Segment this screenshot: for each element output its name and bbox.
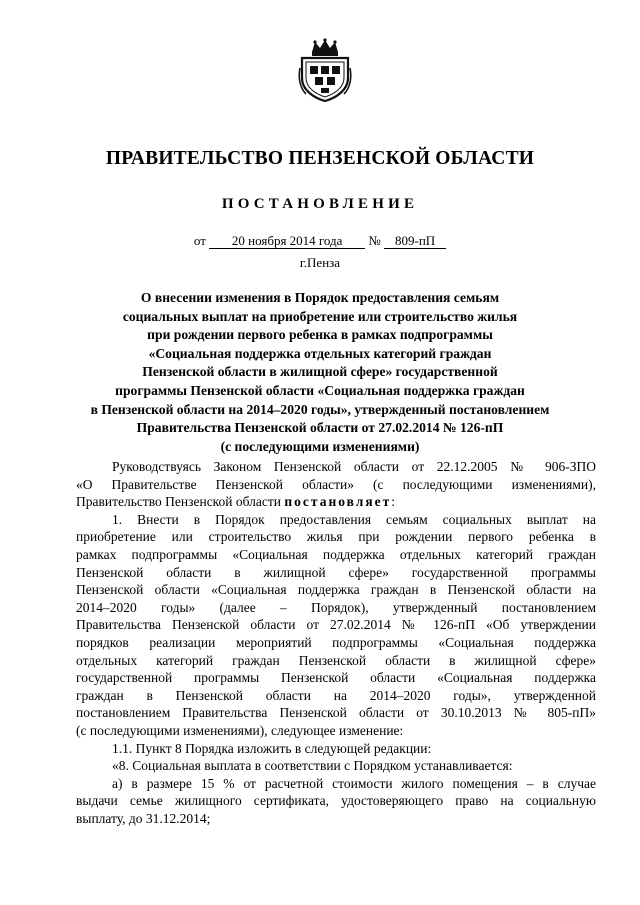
body-line: Руководствуясь Законом Пензенской области от 22.12.2005 № 906-ЗПО <box>112 459 596 474</box>
title-line: программы Пензенской области «Социальная поддержка граждан <box>115 382 525 398</box>
organization-name: ПРАВИТЕЛЬСТВО ПЕНЗЕНСКОЙ ОБЛАСТИ <box>105 148 535 169</box>
title-line: в Пензенской области на 2014–2020 годы», утвержденный постановлением <box>90 401 550 417</box>
title-line: О внесении изменения в Порядок предоставления семьям <box>140 290 500 305</box>
title-line: Пензенской области в жилищной сфере» государственной <box>142 364 498 380</box>
body-line: Пензенской области в жилищной сфере» государственной программы <box>76 564 596 580</box>
body-line: выдачи семье жилищного сертификата, удостоверяющего право на социальную <box>76 793 596 809</box>
body-line: рамках подпрограммы «Социальная поддержка отдельных категорий граждан <box>76 546 596 562</box>
coat-of-arms-icon <box>298 38 352 102</box>
title-line: «Социальная поддержка отдельных категорий граждан <box>148 345 492 361</box>
body-line: порядков реализации мероприятий подпрограммы «Социальная поддержка <box>76 634 596 650</box>
city: г.Пенза <box>299 255 341 270</box>
body-line: (с последующими изменениями), следующее изменение: <box>76 722 404 738</box>
body-text: : <box>391 494 396 510</box>
number-sign: № <box>368 233 381 248</box>
body-line: постановлением Правительства Пензенской области от 30.10.2013 № 805-пП» <box>76 705 596 721</box>
decree-word: постановляет <box>284 494 392 510</box>
body-line: 1.1. Пункт 8 Порядка изложить в следующей редакции: <box>112 740 432 756</box>
body-line: Пензенской области «Социальная поддержка граждан в Пензенской области на <box>76 582 596 598</box>
body-line: Правительства Пензенской области от 27.02.2014 № 126-пП «Об утверждении <box>76 617 596 633</box>
document-type: ПОСТАНОВЛЕНИЕ <box>221 196 419 212</box>
document-title <box>70 289 570 456</box>
document-date: 20 ноября 2014 года <box>209 234 365 249</box>
title-line: Правительства Пензенской области от 27.02.2014 № 126-пП <box>136 420 504 436</box>
date-prefix: от <box>193 233 206 248</box>
body-line: а) в размере 15 % от расчетной стоимости жилого помещения – в случае <box>112 775 596 791</box>
body-line: «8. Социальная выплата в соответствии с Порядком устанавливается: <box>112 758 513 774</box>
body-line: граждан в Пензенской области на 2014–2020 годы», утвержденной <box>76 687 596 703</box>
body-line: 2014–2020 годы» (далее – Порядок), утвержденный постановлением <box>76 599 596 615</box>
body-line: государственной программы Пензенской области «Социальная поддержка <box>76 670 596 686</box>
title-line: (с последующими изменениями) <box>220 438 420 454</box>
date-number-line <box>0 233 640 249</box>
title-line: при рождении первого ребенка в рамках подпрограммы <box>147 327 493 343</box>
body-line: отдельных категорий граждан Пензенской области в жилищной сфере» <box>76 652 596 668</box>
body-line: «О Правительстве Пензенской области» (с последующими изменениями), <box>76 476 596 492</box>
title-line: социальных выплат на приобретение или строительство жилья <box>122 308 518 324</box>
document-number: 809-пП <box>384 234 446 249</box>
body-line <box>76 493 596 511</box>
body-line: 1. Внести в Порядок предоставления семьям социальных выплат на <box>112 511 596 527</box>
body-line: приобретение или строительство жилья при рождении первого ребенка в <box>76 529 596 545</box>
body-text: Правительство Пензенской области <box>76 494 282 510</box>
body-line: выплату, до 31.12.2014; <box>76 810 211 826</box>
document-body <box>76 458 596 827</box>
